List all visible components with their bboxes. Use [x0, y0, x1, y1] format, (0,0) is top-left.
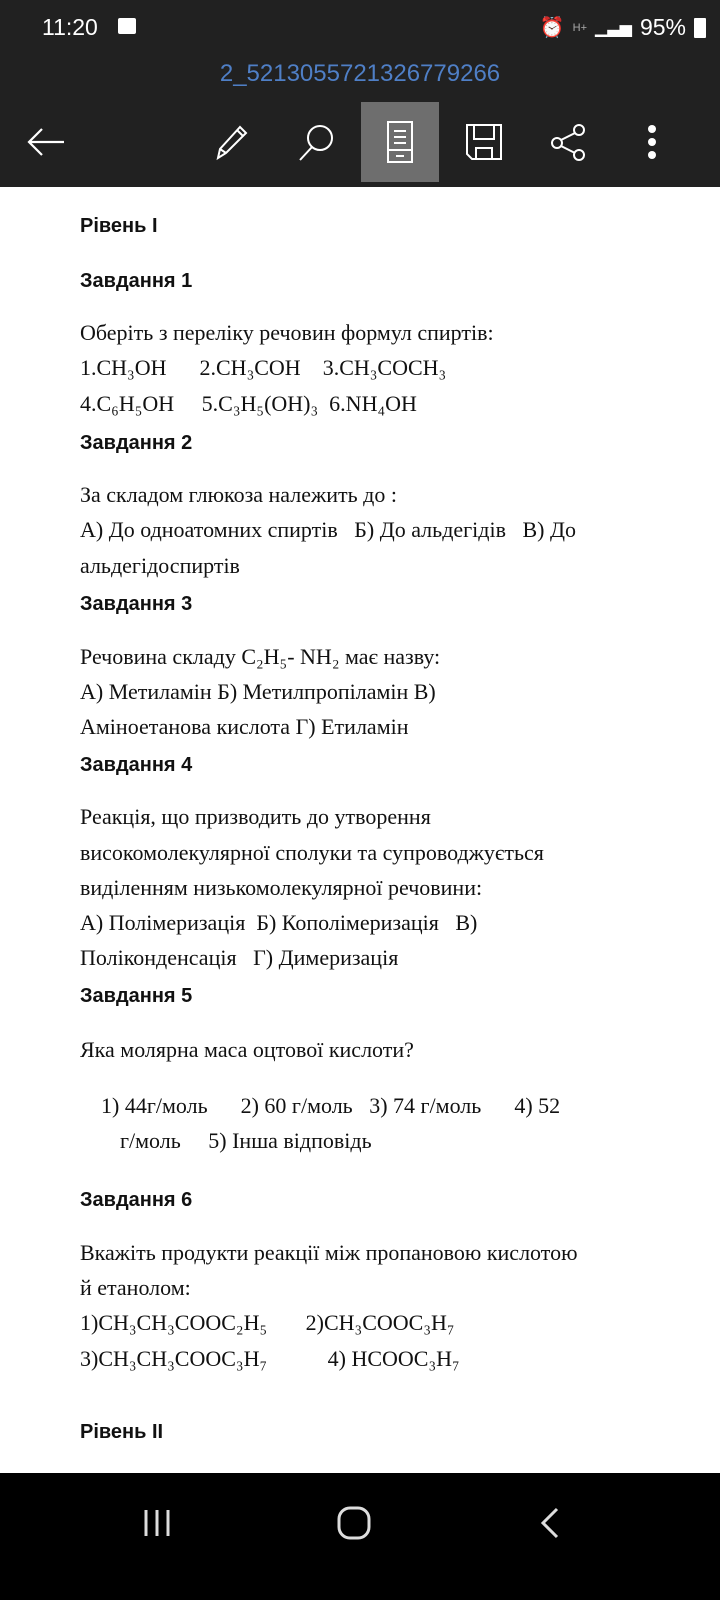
task-text: 4.C₆H₅OH 5.C₃H₅(OH)₃ 6.NH₄OH: [80, 391, 417, 416]
status-bar: [0, 12, 720, 46]
reading-mode-button[interactable]: [361, 102, 439, 182]
task-text: Вкажіть продукти реакції між пропановою кислотою: [80, 1240, 578, 1265]
document-title: 2_5213055721326779266: [219, 60, 501, 87]
battery-level: 95%: [639, 14, 686, 40]
signal-icon: ▁▃▅: [595, 19, 632, 37]
task-text: Аміноетанова кислота Г) Етиламін: [80, 714, 409, 739]
task-text: високомолекулярної сполуки та супроводжується: [80, 840, 544, 865]
share-icon: [548, 122, 588, 162]
task-text: За складом глюкоза належить до :: [80, 482, 397, 507]
task-text: альдегідоспиртів: [80, 553, 240, 578]
task-title: Завдання 1: [80, 270, 193, 292]
level-heading: Рівень I: [80, 215, 158, 237]
reading-mode-icon: [386, 120, 414, 164]
task-text: А) До одноатомних спиртів Б) До альдегідів В) До: [80, 517, 576, 542]
task-title: Завдання 4: [80, 754, 193, 776]
share-button[interactable]: [528, 102, 608, 182]
status-time: 11:20: [42, 14, 98, 40]
task-text: Поліконденсація Г) Димеризація: [80, 945, 399, 970]
task-title: Завдання 6: [80, 1189, 193, 1211]
battery-icon: [694, 18, 706, 38]
task-text: виділенням низькомолекулярної речовини:: [80, 875, 483, 900]
android-nav-bar: [0, 1473, 720, 1600]
task-text: Реакція, що призводить до утворення: [80, 804, 431, 829]
task-text: 1)CH₃CH₃COOC₂H₅ 2)CH₃COOC₃H₇: [80, 1310, 455, 1335]
alarm-icon: ⏰: [539, 17, 565, 39]
task-text: Оберіть з переліку речовин формул спиртів:: [80, 320, 494, 345]
more-options-button[interactable]: [612, 102, 692, 182]
save-button[interactable]: [444, 102, 524, 182]
task-title: Завдання 3: [80, 593, 193, 615]
more-icon: [647, 124, 657, 160]
pencil-icon: [212, 122, 252, 162]
back-nav-button[interactable]: [520, 1503, 580, 1543]
gallery-notification-icon: [118, 18, 136, 34]
search-icon: [296, 122, 336, 162]
task-text: Яка молярна маса оцтової кислоти?: [80, 1037, 414, 1062]
recents-button[interactable]: [127, 1503, 187, 1543]
app-header: [0, 0, 720, 187]
task-title: Завдання 2: [80, 432, 193, 454]
back-button[interactable]: [6, 102, 86, 182]
task-text: й етанолом:: [80, 1275, 191, 1300]
task-text: Речовина складу C₂H₅- NH₂ має назву:: [80, 644, 441, 669]
task-text: 1) 44г/моль 2) 60 г/моль 3) 74 г/моль 4) 52: [101, 1093, 561, 1118]
edit-button[interactable]: [192, 102, 272, 182]
task-text: А) Полімеризація Б) Кополімеризація В): [80, 910, 478, 935]
network-type: H+: [572, 21, 588, 34]
task-text: г/моль 5) Інша відповідь: [120, 1128, 372, 1153]
task-title: Завдання 5: [80, 985, 193, 1007]
recents-icon: [142, 1508, 172, 1538]
task-text: А) Метиламін Б) Метилпропіламін В): [80, 679, 436, 704]
level-heading: Рівень II: [80, 1421, 164, 1443]
home-button[interactable]: [324, 1503, 384, 1543]
save-icon: [464, 122, 504, 162]
chevron-left-icon: [540, 1507, 560, 1539]
document-page: [0, 187, 720, 1473]
task-text: 1.CH₃OH 2.CH₃COH 3.CH₃COCH₃: [80, 355, 447, 380]
back-arrow-icon: [26, 127, 66, 157]
search-button[interactable]: [276, 102, 356, 182]
task-text: 3)CH₃CH₃COOC₃H₇ 4) HCOOC₃H₇: [80, 1346, 460, 1371]
home-icon: [337, 1506, 371, 1540]
